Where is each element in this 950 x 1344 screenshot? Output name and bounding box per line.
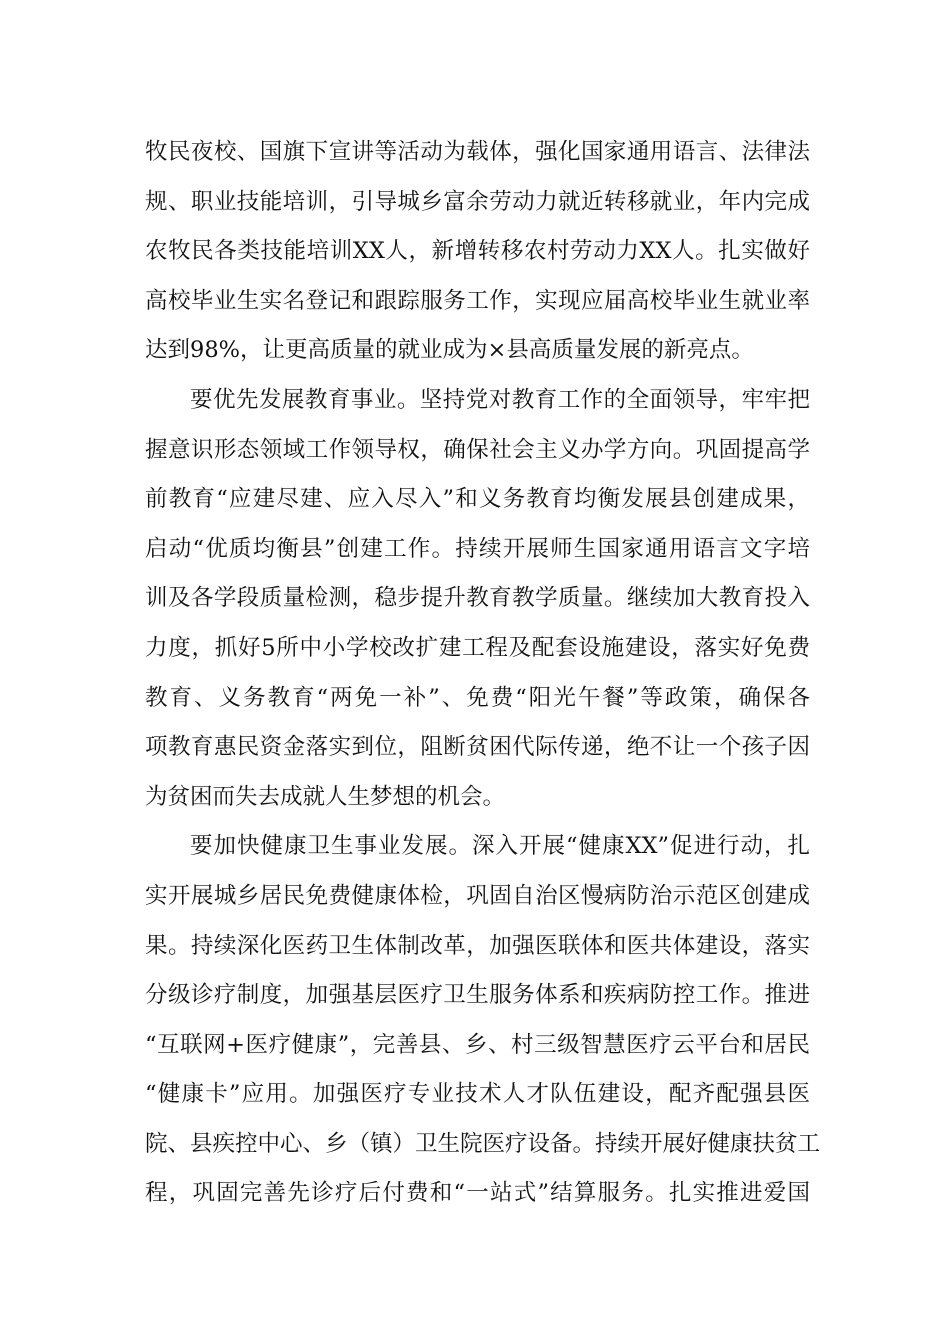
text-line: 力度，抓好5所中小学校改扩建工程及配套设施建设，落实好免费	[145, 634, 810, 661]
body-text	[145, 128, 821, 1219]
text-line: 达到98%，让更高质量的就业成为×县高质量发展的新亮点。	[145, 337, 754, 364]
text-line: 项教育惠民资金落实到位，阻断贫困代际传递，绝不让一个孩子因	[145, 734, 810, 761]
text-line: 训及各学段质量检测，稳步提升教育教学质量。继续加大教育投入	[145, 585, 810, 612]
text-line: 规、职业技能培训，引导城乡富余劳动力就近转移就业，年内完成	[145, 188, 810, 215]
text-line: 牧民夜校、国旗下宣讲等活动为载体，强化国家通用语言、法律法	[145, 139, 810, 165]
text-line: 握意识形态领域工作领导权，确保社会主义办学方向。巩固提高学	[145, 436, 810, 463]
text-line: 院、县疾控中心、乡（镇）卫生院医疗设备。持续开展好健康扶贫工	[145, 1130, 821, 1157]
text-line: 高校毕业生实名登记和跟踪服务工作，实现应届高校毕业生就业率	[145, 287, 810, 314]
text-line: 程，巩固完善先诊疗后付费和“一站式”结算服务。扎实推进爱国	[145, 1180, 810, 1207]
text-line: 为贫困而失去成就人生梦想的机会。	[145, 783, 506, 810]
text-line: 教育、义务教育“两免一补”、免费“阳光午餐”等政策，确保各	[145, 684, 810, 711]
text-line: 农牧民各类技能培训XX人，新增转移农村劳动力XX人。扎实做好	[145, 238, 810, 265]
text-line: “健康卡”应用。加强医疗专业技术人才队伍建设，配齐配强县医	[145, 1081, 810, 1108]
text-line: 果。持续深化医药卫生体制改革，加强医联体和医共体建设，落实	[145, 932, 810, 959]
text-line: 分级诊疗制度，加强基层医疗卫生服务体系和疾病防控工作。推进	[145, 982, 810, 1009]
text-line: “互联网+医疗健康”，完善县、乡、村三级智慧医疗云平台和居民	[145, 1031, 810, 1058]
paragraph-start-line: 要优先发展教育事业。坚持党对教育工作的全面领导，牢牢把	[190, 386, 810, 413]
paragraph-start-line: 要加快健康卫生事业发展。深入开展“健康XX”促进行动，扎	[190, 833, 810, 860]
text-line: 启动“优质均衡县”创建工作。持续开展师生国家通用语言文字培	[145, 535, 810, 562]
text-line: 实开展城乡居民免费健康体检，巩固自治区慢病防治示范区创建成	[145, 882, 810, 909]
text-line: 前教育“应建尽建、应入尽入”和义务教育均衡发展县创建成果，	[145, 486, 810, 513]
